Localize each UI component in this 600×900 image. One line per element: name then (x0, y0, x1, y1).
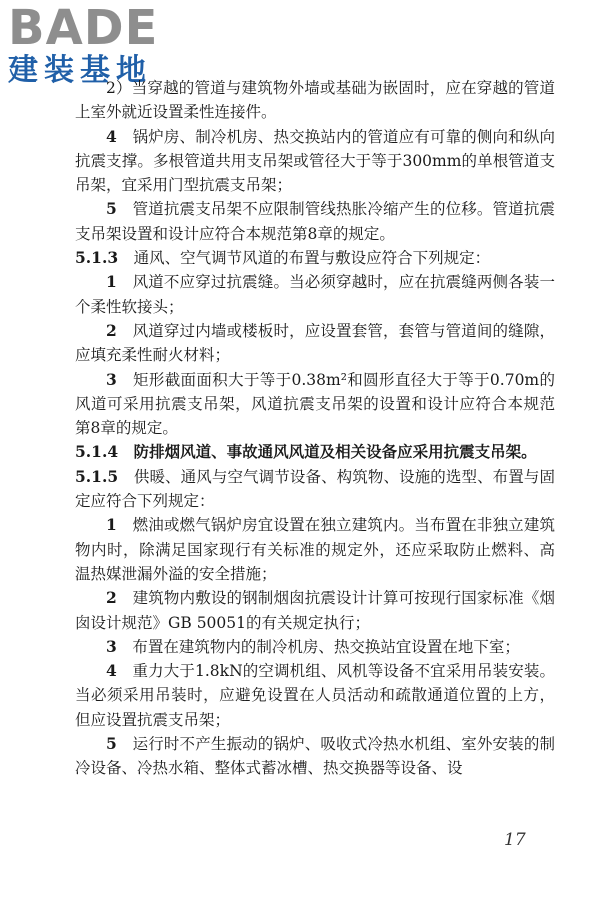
page-number: 17 (504, 830, 526, 850)
paragraph-text: 风道穿过内墙或楼板时，应设置套管，套管与管道间的缝隙，应填充柔性耐火材料； (75, 321, 555, 365)
paragraph-text: 锅炉房、制冷机房、热交换站内的管道应有可靠的侧向和纵向抗震支撑。多根管道共用支吊架或管径大于等于300mm的单根管道支吊架，宜采用门型抗震支吊架； (75, 127, 555, 195)
item-number: 3 (106, 369, 117, 389)
item-number: 3 (106, 636, 117, 656)
list-item (75, 319, 555, 368)
clause-paragraph (75, 465, 555, 514)
logo-wordmark: BADE (8, 0, 159, 56)
list-item (75, 76, 555, 125)
list-item (75, 586, 555, 635)
item-number: 4 (106, 126, 117, 146)
list-item (75, 125, 555, 198)
list-item (75, 659, 555, 732)
item-number: 5.1.5 (75, 466, 119, 486)
item-number: 5 (106, 199, 117, 219)
item-number: 2 (106, 320, 117, 340)
paragraph-text: 运行时不产生振动的锅炉、吸收式冷热水机组、室外安装的制冷设备、冷热水箱、整体式蓄冰槽、热交换器等设备、设 (75, 735, 555, 778)
paragraph-text: 通风、空气调节风道的布置与敷设应符合下列规定： (133, 249, 491, 268)
clause-paragraph (75, 440, 555, 464)
document-body (75, 76, 555, 781)
paragraph-text: 管道抗震支吊架不应限制管线热胀冷缩产生的位移。管道抗震支吊架设置和设计应符合本规范第8章的规定。 (75, 200, 555, 243)
logo-subtitle: 建装基地 (8, 53, 152, 88)
paragraph-text: 2）当穿越的管道与建筑物外墙或基础为嵌固时，应在穿越的管道上室外就近设置柔性连接件。 (75, 79, 555, 122)
item-number: 5.1.4 (75, 442, 119, 462)
item-number: 2 (106, 588, 117, 608)
item-number: 5 (106, 734, 117, 754)
list-item (75, 635, 555, 659)
list-item (75, 368, 555, 441)
paragraph-text: 防排烟风道、事故通风风道及相关设备应采用抗震支吊架。 (133, 442, 537, 462)
paragraph-text: 建筑物内敷设的钢制烟囱抗震设计计算可按现行国家标准《烟囱设计规范》GB 50051的有关规定执行； (75, 589, 555, 632)
list-item (75, 732, 555, 781)
paragraph-text: 重力大于1.8kN的空调机组、风机等设备不宜采用吊装安装。当必须采用吊装时，应避免设置在人员活动和疏散通道位置的上方，但应设置抗震支吊架； (75, 662, 555, 729)
item-number: 1 (106, 515, 117, 535)
clause-paragraph (75, 246, 555, 270)
item-number: 4 (106, 661, 117, 681)
list-item (75, 270, 555, 319)
paragraph-text: 矩形截面面积大于等于0.38m²和圆形直径大于等于0.70m的风道可采用抗震支吊架，风道抗震支吊架的设置和设计应符合本规范第8章的规定。 (75, 370, 555, 438)
item-number: 1 (106, 272, 117, 292)
paragraph-text: 风道不应穿过抗震缝。当必须穿越时，应在抗震缝两侧各装一个柔性软接头； (75, 273, 555, 316)
item-number: 5.1.3 (75, 248, 119, 268)
paragraph-text: 供暖、通风与空气调节设备、构筑物、设施的选型、布置与固定应符合下列规定： (75, 467, 555, 511)
list-item (75, 513, 555, 586)
paragraph-text: 布置在建筑物内的制冷机房、热交换站宜设置在地下室； (132, 637, 520, 656)
paragraph-text: 燃油或燃气锅炉房宜设置在独立建筑内。当布置在非独立建筑物内时，除满足国家现行有关标准的规定外，还应采取防止燃料、高温热媒泄漏外溢的安全措施； (75, 516, 555, 583)
list-item (75, 197, 555, 246)
